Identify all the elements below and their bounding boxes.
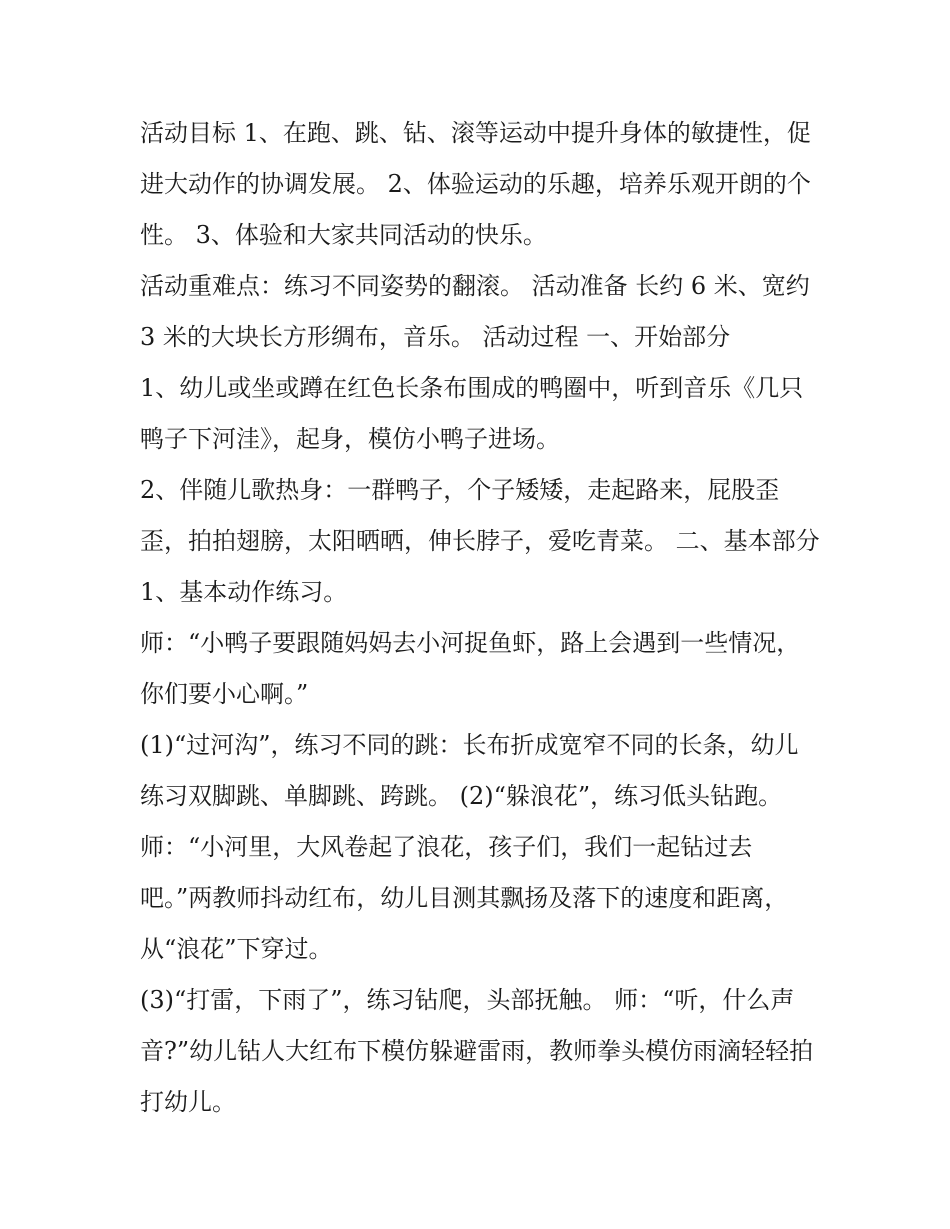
paragraph-thunder-rain: (3)“打雷，下雨了”，练习钻爬，头部抚触。 师：“听，什么声音?”幼儿钻人大红布下模仿躲避雷雨，教师拳头模仿雨滴轻轻拍打幼儿。 <box>140 986 814 1116</box>
document-body <box>140 108 828 1128</box>
paragraph-teacher-instruction: 师：“小鸭子要跟随妈妈去小河捉鱼虾，路上会遇到一些情况，你们要小心啊。” <box>140 629 801 708</box>
paragraph-key-points-preparation: 活动重难点：练习不同姿势的翻滚。 活动准备 长约 6 米、宽约 3 米的大块长方形绸布，音乐。 活动过程 一、开始部分 <box>140 272 818 351</box>
paragraph-start-step-1: 1、幼儿或坐或蹲在红色长条布围成的鸭圈中，听到音乐《几只鸭子下河洼》，起身，模仿小鸭子进场。 <box>140 374 804 453</box>
paragraph-start-step-2: 2、伴随儿歌热身：一群鸭子，个子矮矮，走起路来，屁股歪歪，拍拍翅膀，太阳晒晒，伸长脖子，爱吃青菜。 二、基本部分 1、基本动作练习。 <box>140 476 828 606</box>
paragraph-basic-actions: (1)“过河沟”，练习不同的跳：长布折成宽窄不同的长条，幼儿练习双脚跳、单脚跳、跨跳。 (2)“躲浪花”，练习低头钻跑。 师：“小河里，大风卷起了浪花，孩子们，我们一起钻过去吧。”两教师抖动红布，幼儿目测其飘扬及落下的速度和距离，从“浪花”下穿过。 <box>140 731 799 963</box>
paragraph-activity-goals: 活动目标 1、在跑、跳、钻、滚等运动中提升身体的敏捷性，促进大动作的协调发展。 2、体验运动的乐趣，培养乐观开朗的个性。 3、体验和大家共同活动的快乐。 <box>140 119 811 249</box>
